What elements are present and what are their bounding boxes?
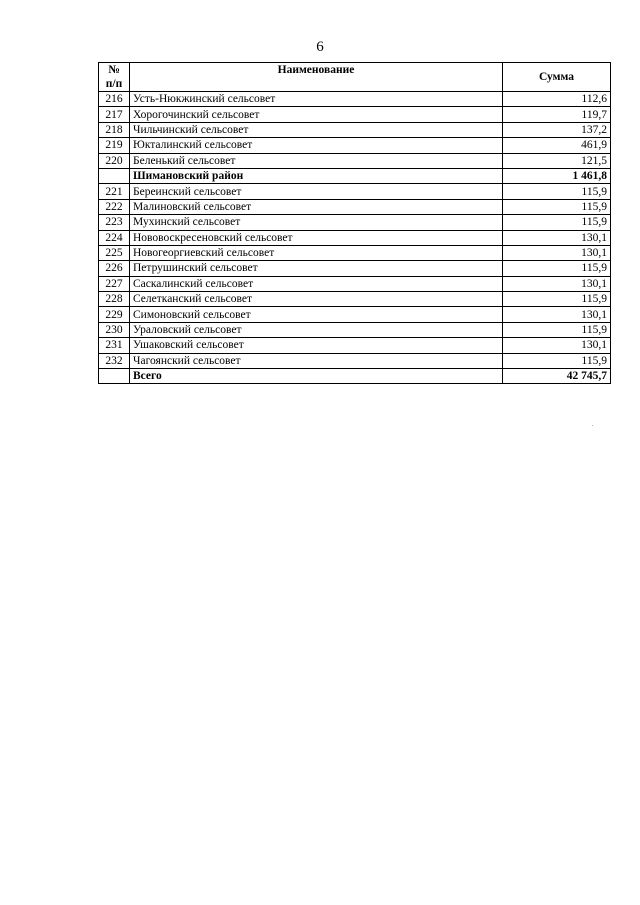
table-row (99, 230, 611, 245)
row-name: Всего (130, 369, 503, 384)
row-sum: 121,5 (503, 153, 611, 168)
row-sum: 130,1 (503, 276, 611, 291)
table-row (99, 307, 611, 322)
row-number: 232 (99, 353, 130, 368)
table-row (99, 107, 611, 122)
row-name: Усть-Нюкжинский сельсовет (130, 92, 503, 107)
table-row (99, 92, 611, 107)
header-sum: Сумма (503, 63, 611, 92)
row-number (99, 369, 130, 384)
table-total-row (99, 168, 611, 183)
row-number: 218 (99, 122, 130, 137)
row-name: Нововоскресеновский сельсовет (130, 230, 503, 245)
table-header-row (99, 63, 611, 92)
row-sum: 115,9 (503, 199, 611, 214)
header-name: Наименование (130, 63, 503, 92)
row-sum: 115,9 (503, 322, 611, 337)
row-name: Мухинский сельсовет (130, 215, 503, 230)
row-name: Чагоянский сельсовет (130, 353, 503, 368)
row-sum: 137,2 (503, 122, 611, 137)
table-row (99, 353, 611, 368)
scan-speck (592, 425, 593, 426)
table-row (99, 322, 611, 337)
row-sum: 112,6 (503, 92, 611, 107)
row-number: 228 (99, 292, 130, 307)
row-sum: 461,9 (503, 138, 611, 153)
header-number-line1: № (108, 64, 120, 76)
table-row (99, 199, 611, 214)
row-name: Селетканский сельсовет (130, 292, 503, 307)
row-name: Беленький сельсовет (130, 153, 503, 168)
row-name: Шимановский район (130, 168, 503, 183)
table-row (99, 338, 611, 353)
table-row (99, 138, 611, 153)
row-name: Новогеоргиевский сельсовет (130, 245, 503, 260)
header-number-line2: п/п (105, 78, 123, 90)
row-name: Ушаковский сельсовет (130, 338, 503, 353)
row-sum: 115,9 (503, 292, 611, 307)
row-sum: 130,1 (503, 245, 611, 260)
row-sum: 115,9 (503, 184, 611, 199)
row-sum: 130,1 (503, 307, 611, 322)
row-sum: 119,7 (503, 107, 611, 122)
row-number: 219 (99, 138, 130, 153)
budget-table (98, 62, 611, 384)
row-number: 224 (99, 230, 130, 245)
row-sum: 115,9 (503, 353, 611, 368)
row-number: 217 (99, 107, 130, 122)
row-number: 221 (99, 184, 130, 199)
row-number: 226 (99, 261, 130, 276)
row-name: Чильчинский сельсовет (130, 122, 503, 137)
table-row (99, 276, 611, 291)
row-number: 230 (99, 322, 130, 337)
row-number: 222 (99, 199, 130, 214)
table-row (99, 292, 611, 307)
row-number: 223 (99, 215, 130, 230)
row-number: 216 (99, 92, 130, 107)
row-name: Ураловский сельсовет (130, 322, 503, 337)
page-number: 6 (316, 39, 324, 55)
row-name: Саскалинский сельсовет (130, 276, 503, 291)
header-number (99, 63, 130, 92)
row-name: Хорогочинский сельсовет (130, 107, 503, 122)
row-name: Петрушинский сельсовет (130, 261, 503, 276)
row-number (99, 168, 130, 183)
table-body (99, 92, 611, 384)
row-number: 227 (99, 276, 130, 291)
row-number: 220 (99, 153, 130, 168)
row-name: Береинский сельсовет (130, 184, 503, 199)
table-row (99, 153, 611, 168)
table-row (99, 245, 611, 260)
row-sum: 1 461,8 (503, 168, 611, 183)
row-sum: 130,1 (503, 338, 611, 353)
row-name: Юкталинский сельсовет (130, 138, 503, 153)
row-sum: 130,1 (503, 230, 611, 245)
table-row (99, 184, 611, 199)
table-row (99, 215, 611, 230)
table-row (99, 122, 611, 137)
row-sum: 115,9 (503, 261, 611, 276)
row-number: 231 (99, 338, 130, 353)
row-name: Симоновский сельсовет (130, 307, 503, 322)
row-number: 225 (99, 245, 130, 260)
row-number: 229 (99, 307, 130, 322)
row-sum: 42 745,7 (503, 369, 611, 384)
row-sum: 115,9 (503, 215, 611, 230)
row-name: Малиновский сельсовет (130, 199, 503, 214)
table-row (99, 261, 611, 276)
table-total-row (99, 369, 611, 384)
